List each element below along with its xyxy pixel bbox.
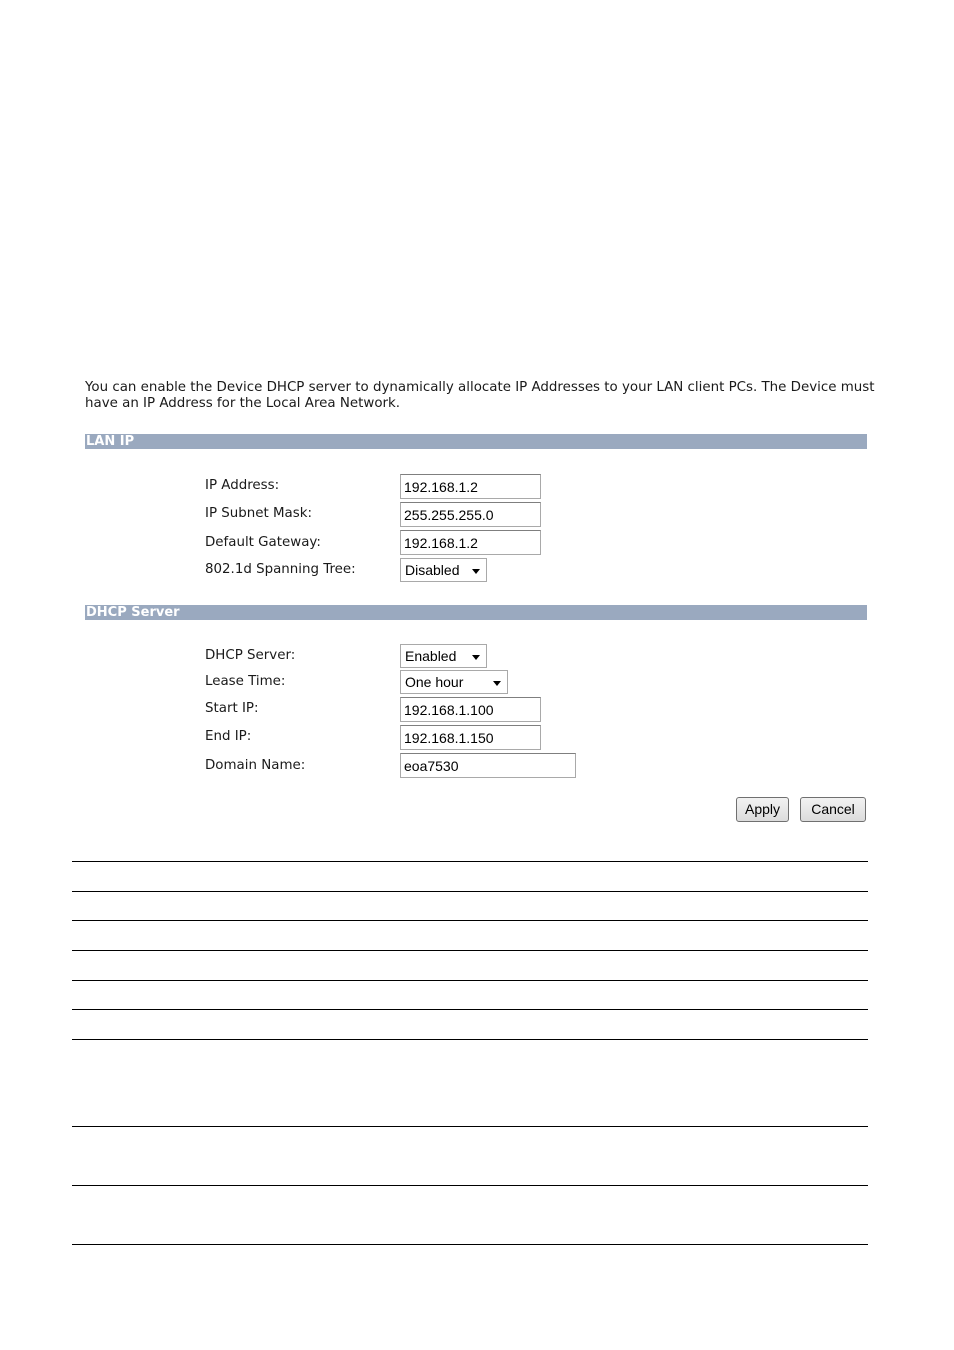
table-rule (72, 891, 868, 892)
ip-address-label: IP Address: (205, 478, 280, 493)
default-gateway-input[interactable] (400, 530, 541, 555)
table-rule (72, 1244, 868, 1245)
dhcp-section-header: DHCP Server (85, 605, 867, 620)
intro-text: You can enable the Device DHCP server to dynamically allocate IP Addresses to your LAN client PCs. The Device must have an IP Address for the Local Area Network. (85, 380, 875, 411)
lease-time-label: Lease Time: (205, 674, 286, 689)
start-ip-input[interactable] (400, 697, 541, 722)
dhcp-server-label: DHCP Server: (205, 648, 296, 663)
table-rule (72, 920, 868, 921)
apply-button[interactable]: Apply (736, 797, 789, 822)
domain-name-label: Domain Name: (205, 758, 306, 773)
domain-name-input[interactable] (400, 753, 576, 778)
lan-ip-section-header: LAN IP (85, 434, 867, 449)
cancel-button[interactable]: Cancel (800, 797, 866, 822)
start-ip-label: Start IP: (205, 701, 259, 716)
table-rule (72, 1039, 868, 1040)
table-rule (72, 1009, 868, 1010)
ip-address-input[interactable] (400, 474, 541, 499)
table-rule (72, 861, 868, 862)
lease-time-value: One hour (405, 674, 464, 690)
dhcp-server-select[interactable] (400, 644, 487, 668)
table-rule (72, 1185, 868, 1186)
spanning-tree-select[interactable] (400, 558, 487, 582)
chevron-down-icon (493, 681, 501, 686)
chevron-down-icon (472, 655, 480, 660)
chevron-down-icon (472, 569, 480, 574)
table-rule (72, 980, 868, 981)
end-ip-input[interactable] (400, 725, 541, 750)
dhcp-server-value: Enabled (405, 648, 457, 664)
table-rule (72, 950, 868, 951)
end-ip-label: End IP: (205, 729, 252, 744)
default-gateway-label: Default Gateway: (205, 535, 321, 550)
spanning-tree-label: 802.1d Spanning Tree: (205, 562, 356, 577)
subnet-mask-label: IP Subnet Mask: (205, 506, 313, 521)
spanning-tree-value: Disabled (405, 562, 460, 578)
lease-time-select[interactable] (400, 670, 508, 694)
table-rule (72, 1126, 868, 1127)
subnet-mask-input[interactable] (400, 502, 541, 527)
